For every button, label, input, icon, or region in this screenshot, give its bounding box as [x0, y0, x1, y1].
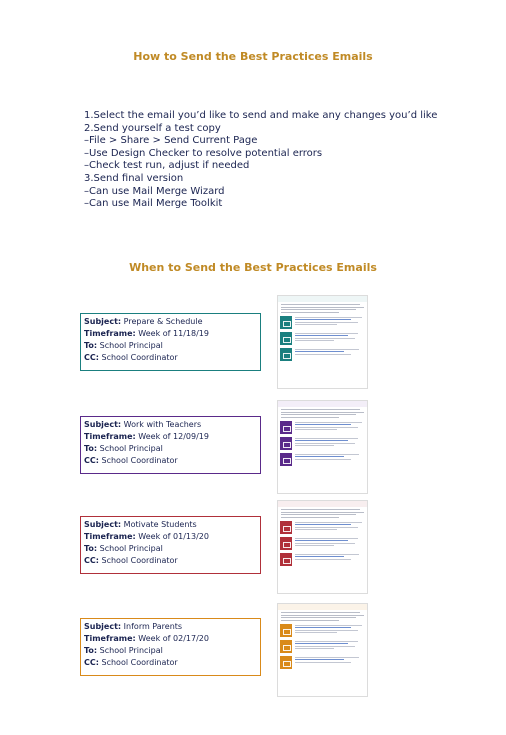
email-preview-teachers: [277, 400, 368, 494]
email-preview-prepare: [277, 295, 368, 389]
when-to-heading: When to Send the Best Practices Emails: [129, 261, 377, 274]
cc-value: School Coordinator: [101, 556, 178, 565]
strategy-icon: [280, 624, 292, 637]
strategy-icon: [280, 656, 292, 669]
preview-header: [278, 296, 367, 302]
to-label: To:: [84, 444, 98, 453]
subject-label: Subject:: [84, 622, 122, 631]
email-preview-students: [277, 500, 368, 594]
timeframe-label: Timeframe:: [84, 329, 136, 338]
step-line: 1.Select the email you’d like to send and make any changes you’d like: [84, 110, 438, 121]
timeframe-value: Week of 01/13/20: [138, 532, 209, 541]
subject-label: Subject:: [84, 520, 122, 529]
step-line: –Can use Mail Merge Toolkit: [84, 198, 223, 210]
cc-label: CC:: [84, 353, 99, 362]
preview-header: [278, 604, 367, 610]
strategy-icon: [280, 348, 292, 361]
instruction-list: [84, 110, 437, 211]
cc-value: School Coordinator: [101, 456, 178, 465]
to-label: To:: [84, 544, 98, 553]
preview-header: [278, 401, 367, 407]
timeframe-label: Timeframe:: [84, 532, 136, 541]
cc-label: CC:: [84, 556, 99, 565]
strategy-icon: [280, 421, 292, 434]
subject-value: Work with Teachers: [123, 420, 202, 429]
cc-label: CC:: [84, 658, 99, 667]
strategy-icon: [280, 553, 292, 566]
subject-value: Motivate Students: [123, 520, 197, 529]
step-line: –File > Share > Send Current Page: [84, 135, 258, 147]
email-preview-parents: [277, 603, 368, 697]
strategy-icon: [280, 521, 292, 534]
timeframe-value: Week of 02/17/20: [138, 634, 209, 643]
to-value: School Principal: [99, 444, 163, 453]
subject-label: Subject:: [84, 420, 122, 429]
step-line: –Can use Mail Merge Wizard: [84, 185, 225, 197]
subject-value: Prepare & Schedule: [123, 317, 203, 326]
step-line: –Use Design Checker to resolve potential errors: [84, 147, 323, 159]
subject-label: Subject:: [84, 317, 122, 326]
email-card-prepare: [80, 313, 261, 371]
step-line: –Check test run, adjust if needed: [84, 160, 250, 172]
strategy-icon: [280, 640, 292, 653]
cc-value: School Coordinator: [101, 353, 178, 362]
timeframe-value: Week of 12/09/19: [138, 432, 209, 441]
timeframe-label: Timeframe:: [84, 432, 136, 441]
strategy-icon: [280, 332, 292, 345]
to-label: To:: [84, 341, 98, 350]
subject-value: Inform Parents: [123, 622, 183, 631]
cc-value: School Coordinator: [101, 658, 178, 667]
strategy-icon: [280, 537, 292, 550]
preview-header: [278, 501, 367, 507]
to-value: School Principal: [99, 646, 163, 655]
timeframe-value: Week of 11/18/19: [138, 329, 209, 338]
to-value: School Principal: [99, 544, 163, 553]
email-card-parents: [80, 618, 261, 676]
email-card-students: [80, 516, 261, 574]
step-line: 2.Send yourself a test copy: [84, 122, 221, 134]
email-card-teachers: [80, 416, 261, 474]
to-value: School Principal: [99, 341, 163, 350]
strategy-icon: [280, 437, 292, 450]
how-to-heading: How to Send the Best Practices Emails: [133, 50, 373, 63]
step-line: 3.Send final version: [84, 172, 184, 184]
timeframe-label: Timeframe:: [84, 634, 136, 643]
cc-label: CC:: [84, 456, 99, 465]
strategy-icon: [280, 453, 292, 466]
to-label: To:: [84, 646, 98, 655]
strategy-icon: [280, 316, 292, 329]
